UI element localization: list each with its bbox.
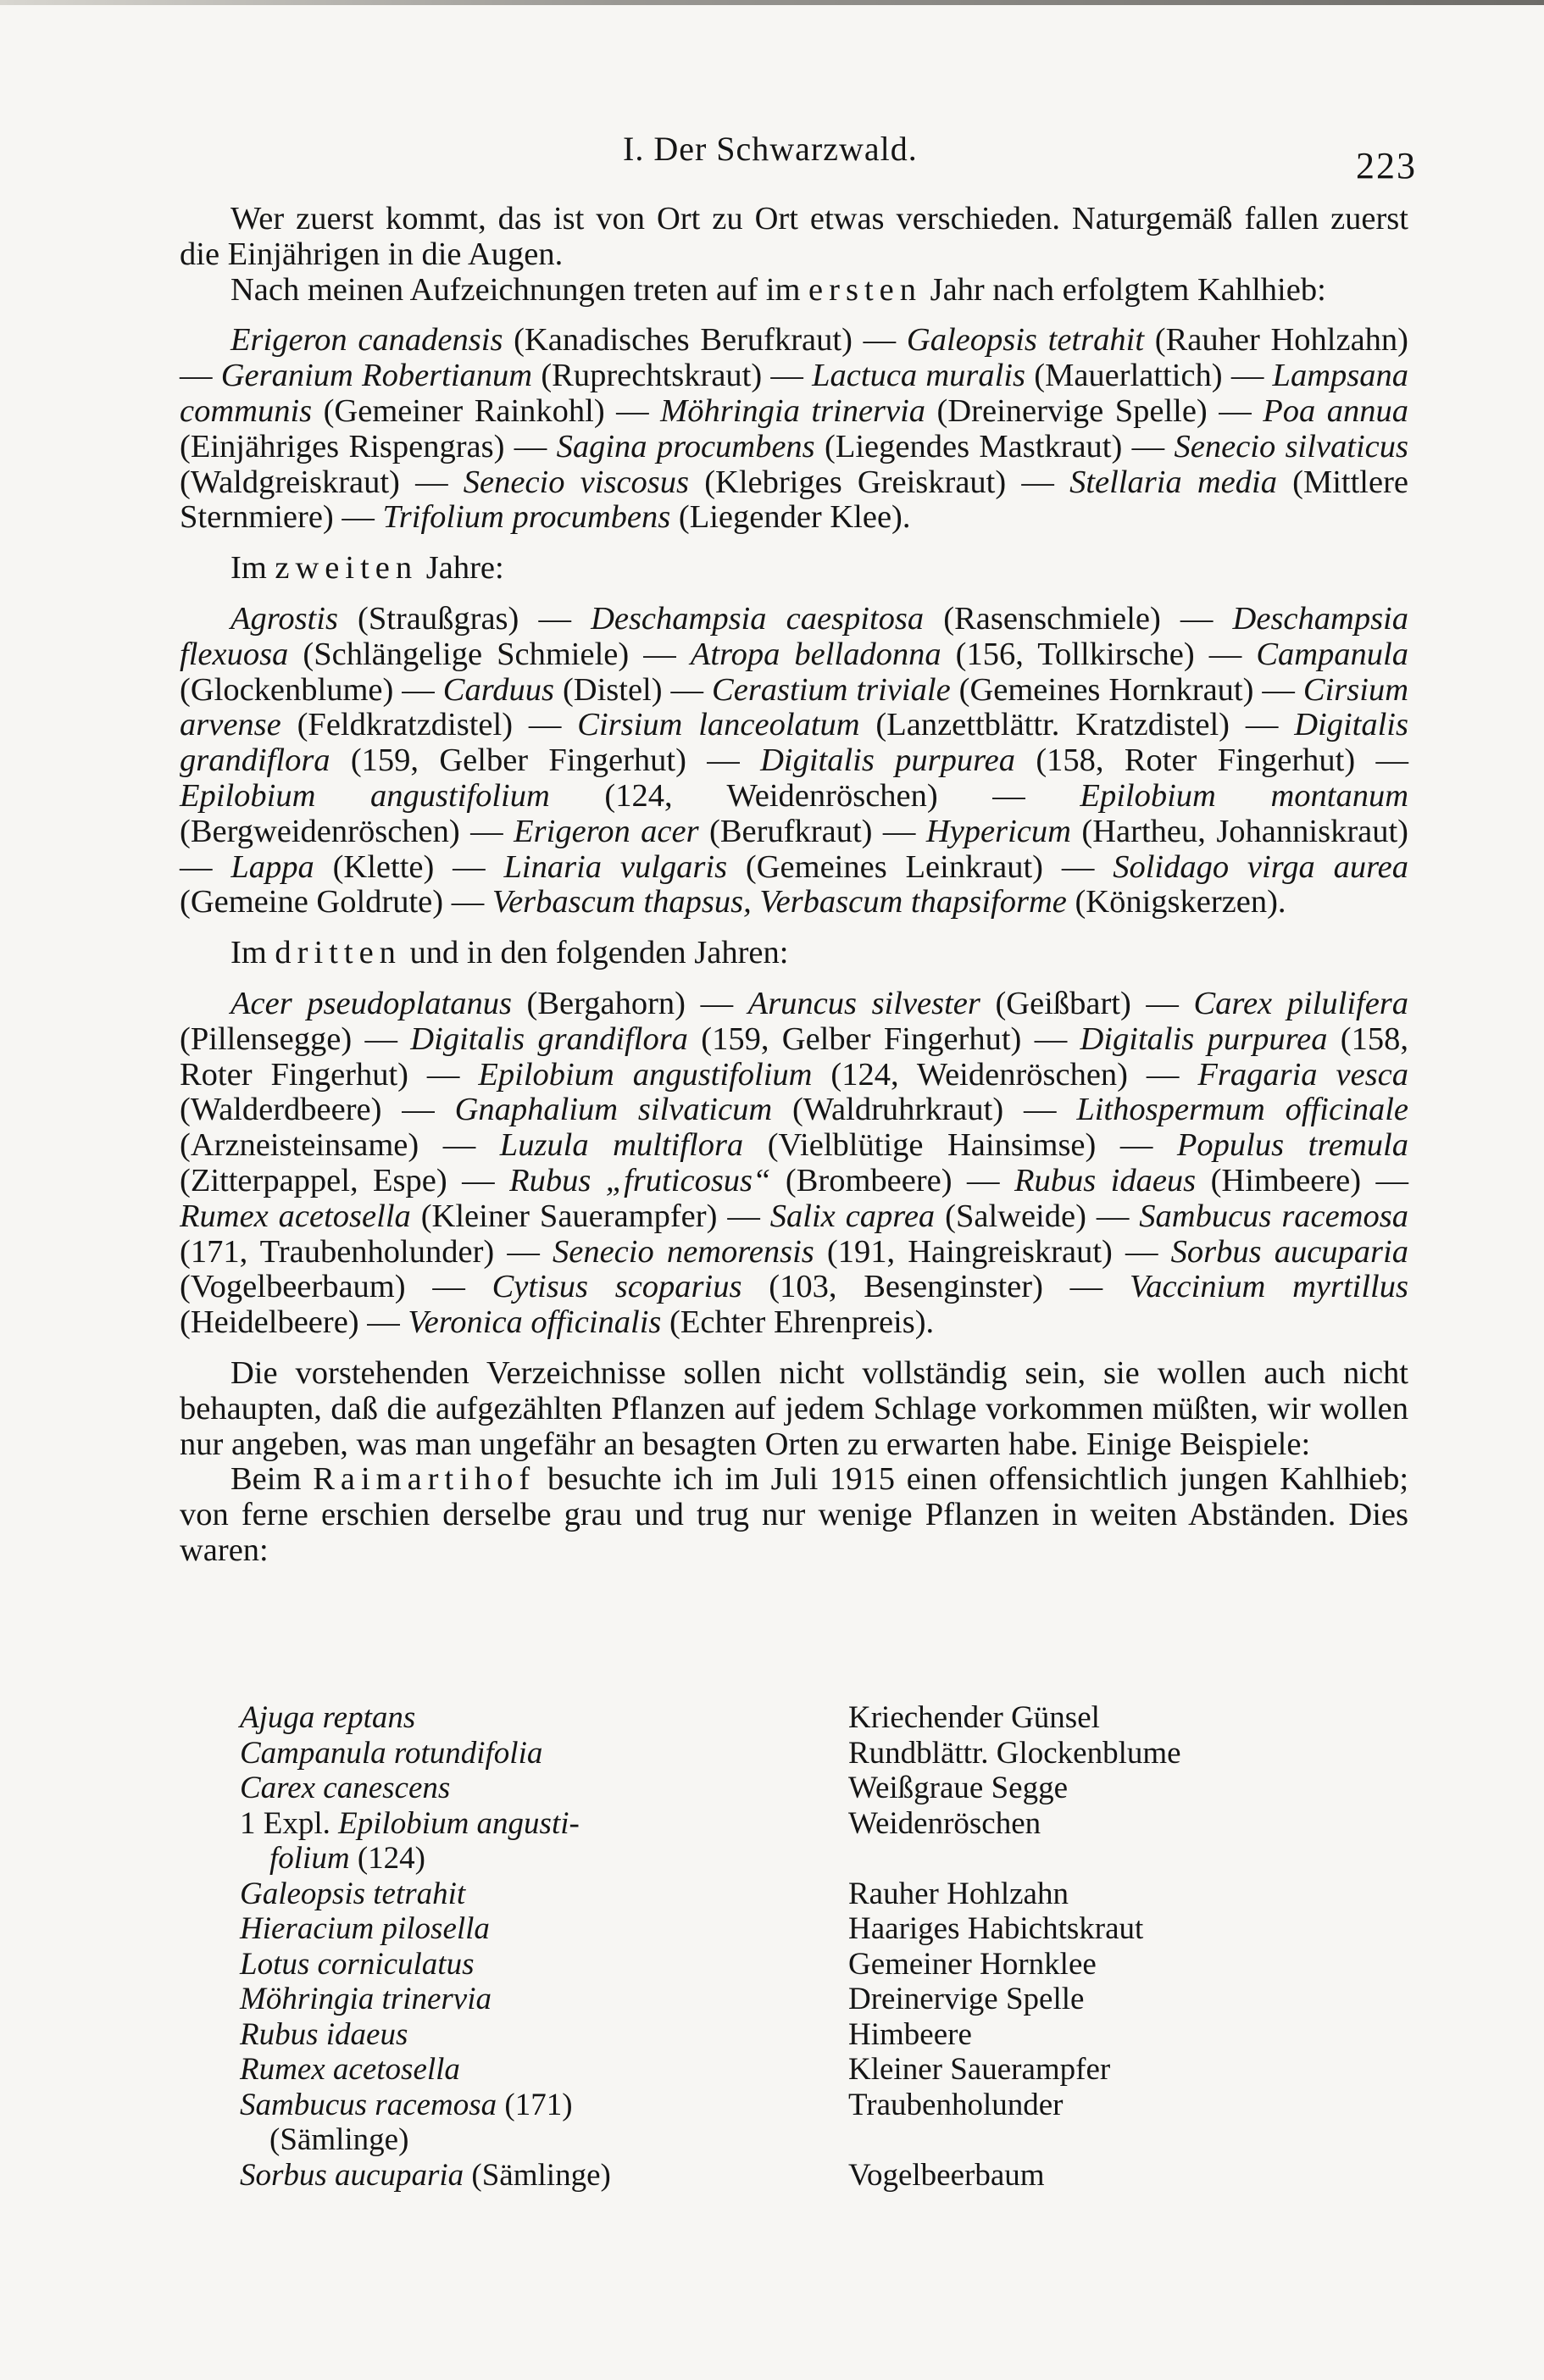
list-item: Rubus idaeus Himbeere (240, 2016, 972, 2052)
second-year-heading: Im zweiten Jahre: (230, 550, 504, 587)
list-item: Lotus corniculatus Gemeiner Hornklee (240, 1946, 1097, 1982)
list-item: Campanula rotundifolia Rundblättr. Glockenblume (240, 1735, 1181, 1771)
list-item: Carex canescens Weißgraue Segge (240, 1771, 1068, 1805)
closing-paragraph: Die vorstehenden Verzeichnisse sollen nicht vollständig sein, sie wollen auch nicht behaupten, daß die aufgezählten Pflanzen auf jedem Schlage vorkommen müßten, wir wollen nur angeben, was man ungefähr an besagten Orten zu erwarten habe. Einige Beispiele: (180, 1354, 1408, 1462)
third-year-species: Acer pseudoplatanus (Bergahorn) — Aruncus silvester (Geißbart) — Carex pilulifera (Pillensegge) — Digitalis grandiflora (159, Gelber Fingerhut) — Digitalis purpurea (158, Roter Fingerhut) — Epilobium angustifolium (124, Weidenröschen) — Fragaria vesca (Walderdbeere) — Gnaphalium silvaticum (Waldruhrkraut) — Lithospermum officinale (Arzneisteinsame) — Luzula multiflora (Vielblütige Hainsimse) — Populus tremula (Zitterpappel, Espe) — Rubus „fruticosus“ (Brombeere) — Rubus idaeus (Himbeere) — Rumex acetosella (Kleiner Sauerampfer) — Salix caprea (Salweide) — Sambucus racemosa (171, Traubenholunder) — Senecio nemorensis (191, Haingreiskraut) — Sorbus aucuparia (Vogelbeerbaum) — Cytisus scoparius (103, Besenginster) — Vaccinium myrtillus (Heidelbeere) — Veronica officinalis (Echter Ehrenpreis). (180, 985, 1409, 1341)
third-year-heading: Im dritten und in den folgenden Jahren: (230, 935, 789, 971)
intro-paragraph: Wer zuerst kommt, das ist von Ort zu Ort etwas verschieden. Naturgemäß fallen zuerst die Einjährigen in die Augen. (180, 201, 1408, 272)
list-item: (Sämlinge) (269, 2122, 409, 2157)
page-number: 223 (1356, 145, 1417, 186)
plant-list (240, 1699, 1469, 2192)
main-text (180, 202, 1408, 1569)
list-item: Ajuga reptans Kriechender Günsel (240, 1700, 1100, 1735)
running-title: I. Der Schwarzwald. (623, 130, 918, 168)
running-header (0, 129, 1544, 186)
list-item: Sambucus racemosa (171) Traubenholunder (240, 2087, 1064, 2122)
first-year-intro: Nach meinen Aufzeichnungen treten auf im ersten Jahr nach erfolgtem Kahlhieb: (230, 271, 1326, 308)
list-item: Hieracium pilosella Haariges Habichtskraut (240, 1911, 1144, 1946)
list-item: Rumex acetosella Kleiner Sauerampfer (240, 2052, 1111, 2087)
list-item: folium (124) (269, 1841, 425, 1876)
raimartihof-paragraph: Beim Raimartihof besuchte ich im Juli 1915 einen offensichtlich jungen Kahlhieb; von ferne erschien derselbe grau und trug nur wenige Pflanzen in weiten Abständen. Dies waren: (180, 1461, 1409, 1568)
second-year-species: Agrostis (Straußgras) — Deschampsia caespitosa (Rasenschmiele) — Deschampsia flexuosa (Schlängelige Schmiele) — Atropa belladonna (156, Tollkirsche) — Campanula (Glockenblume) — Carduus (Distel) — Cerastium triviale (Gemeines Hornkraut) — Cirsium arvense (Feldkratzdistel) — Cirsium lanceolatum (Lanzettblättr. Kratzdistel) — Digitalis grandiflora (159, Gelber Fingerhut) — Digitalis purpurea (158, Roter Fingerhut) — Epilobium angustifolium (124, Weidenröschen) — Epilobium montanum (Bergweidenröschen) — Erigeron acer (Berufkraut) — Hypericum (Hartheu, Johanniskraut) — Lappa (Klette) — Linaria vulgaris (Gemeines Leinkraut) — Solidago virga aurea (Gemeine Goldrute) — Verbascum thapsus, Verbascum thapsiforme (Königskerzen). (180, 600, 1408, 920)
list-item: 1 Expl. Epilobium angusti- Weidenröschen (240, 1805, 1041, 1841)
first-year-species: Erigeron canadensis (Kanadisches Berufkraut) — Galeopsis tetrahit (Rauher Hohlzahn) — Geranium Robertianum (Ruprechtskraut) — Lactuca muralis (Mauerlattich) — Lampsana communis (Gemeiner Rainkohl) — Möhringia trinervia (Dreinervige Spelle) — Poa annua (Einjähriges Rispengras) — Sagina procumbens (Liegendes Mastkraut) — Senecio silvaticus (Waldgreiskraut) — Senecio viscosus (Klebriges Greiskraut) — Stellaria media (Mittlere Sternmiere) — Trifolium procumbens (Liegender Klee). (180, 322, 1409, 536)
list-item: Möhringia trinervia Dreinervige Spelle (240, 1982, 1085, 2016)
list-item: Sorbus aucuparia (Sämlinge) Vogelbeerbaum (240, 2157, 1045, 2193)
list-item: Galeopsis tetrahit Rauher Hohlzahn (240, 1876, 1069, 1911)
scan-edge (0, 0, 1544, 5)
